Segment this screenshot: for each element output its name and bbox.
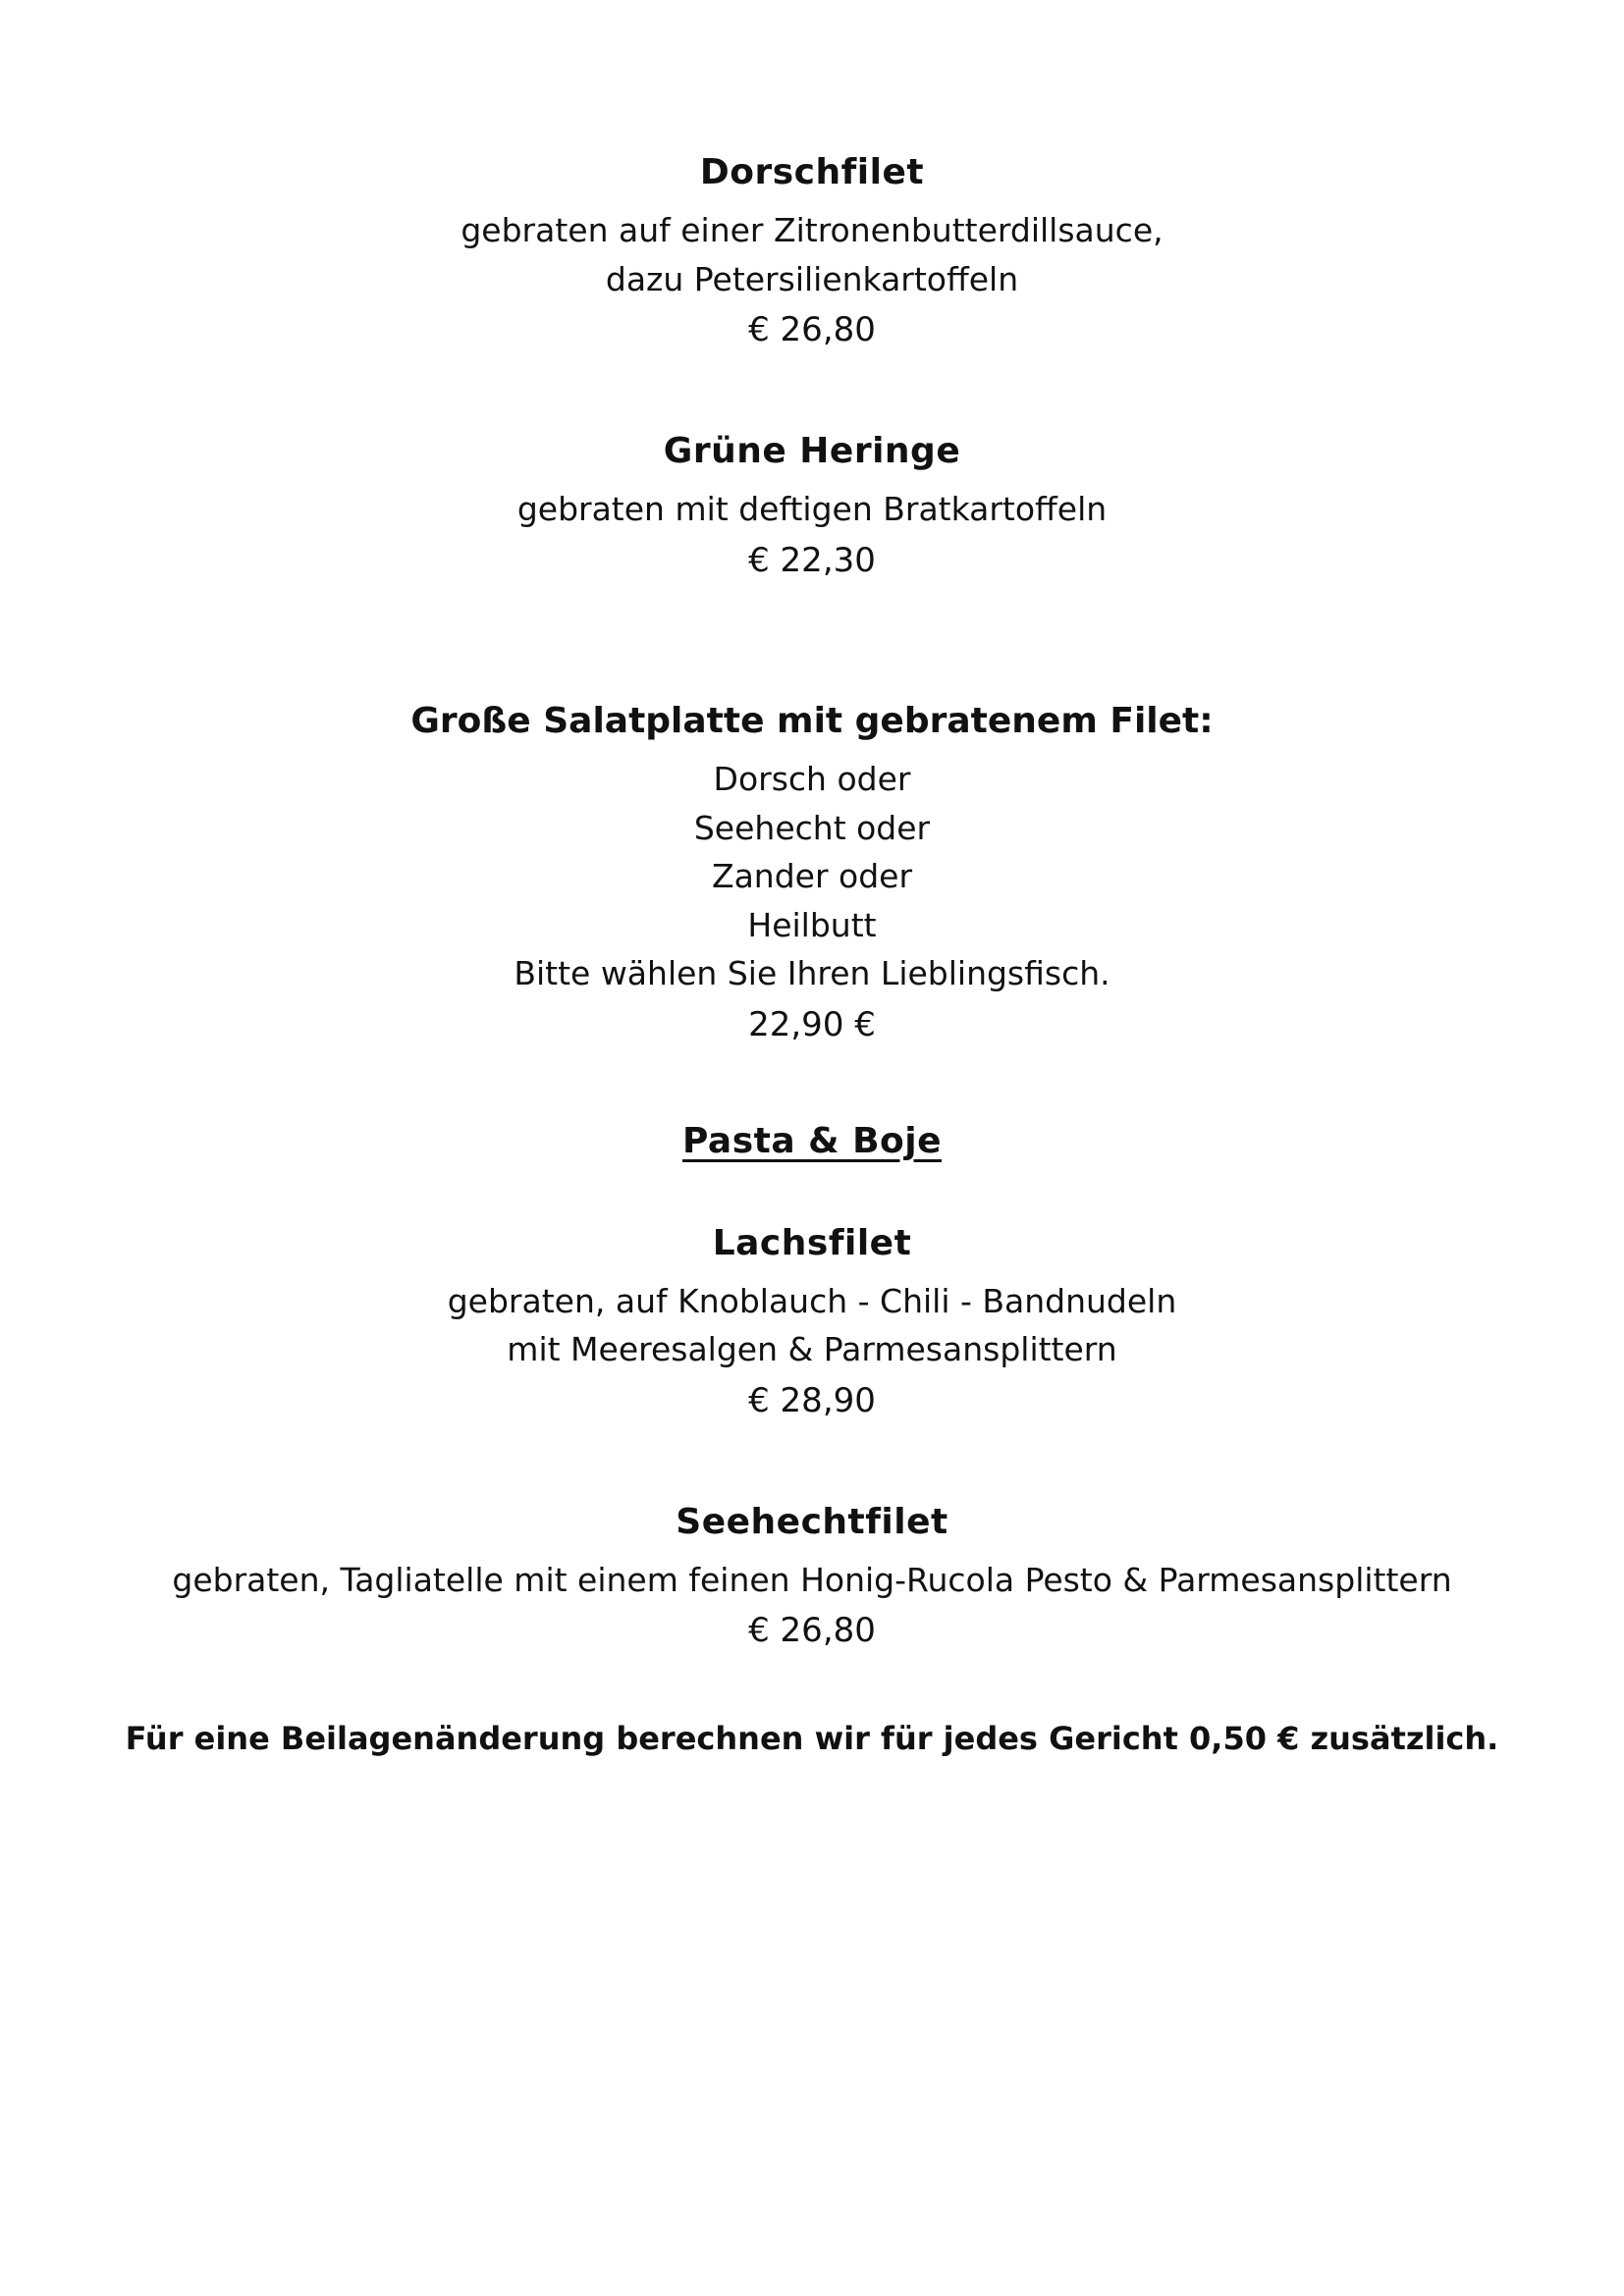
menu-item-title: Dorschfilet [699,152,925,192]
menu-group-note: Bitte wählen Sie Ihren Lieblingsfisch. [514,954,1110,993]
menu-item-price: € 22,30 [748,540,876,580]
menu-item-description-line: gebraten mit deftigen Bratkartoffeln [516,490,1108,529]
menu-item-price: € 28,90 [748,1380,876,1420]
menu-group-option: Zander oder [711,857,913,896]
menu-group-title: Große Salatplatte mit gebratenem Filet: [410,700,1214,741]
menu-item-title: Lachsfilet [712,1222,912,1263]
menu-item-dorschfilet [108,147,1516,355]
menu-group-option: Dorsch oder [713,760,911,799]
spacer [108,389,1516,426]
menu-item-grosse-salatplatte [108,696,1516,1050]
menu-item-description-line: mit Meeresalgen & Parmesansplittern [507,1330,1117,1369]
menu-item-seehechtfilet [108,1497,1516,1657]
section-heading-container [108,1121,1516,1161]
spacer [108,1181,1516,1218]
menu-item-price: € 26,80 [748,310,876,350]
menu-item-gruene-heringe [108,426,1516,586]
menu-item-description-line: gebraten, Tagliatelle mit einem feinen Honig-Rucola Pesto & Parmesansplittern [172,1560,1452,1599]
menu-item-description-line: dazu Petersilienkartoffeln [605,259,1019,298]
spacer [108,1084,1516,1121]
section-heading-pasta-boje: Pasta & Boje [681,1120,943,1161]
footer-note-container [108,1715,1516,1762]
menu-item-title: Grüne Heringe [663,431,961,472]
spacer [108,1460,1516,1497]
spacer [108,619,1516,696]
footer-note: Für eine Beilagenänderung berechnen wir für jedes Gericht 0,50 € zusätzlich. [125,1720,1499,1758]
menu-group-option: Seehecht oder [693,808,931,847]
menu-item-price: 22,90 € [748,1004,876,1044]
menu-item-price: € 26,80 [748,1611,876,1651]
menu-item-description-line: gebraten, auf Knoblauch - Chili - Bandnudeln [447,1281,1177,1320]
menu-item-description-line: gebraten auf einer Zitronenbutterdillsauce, [460,211,1164,250]
menu-item-lachsfilet [108,1218,1516,1426]
menu-item-title: Seehechtfilet [676,1501,948,1542]
menu-group-option: Heilbutt [747,905,877,944]
